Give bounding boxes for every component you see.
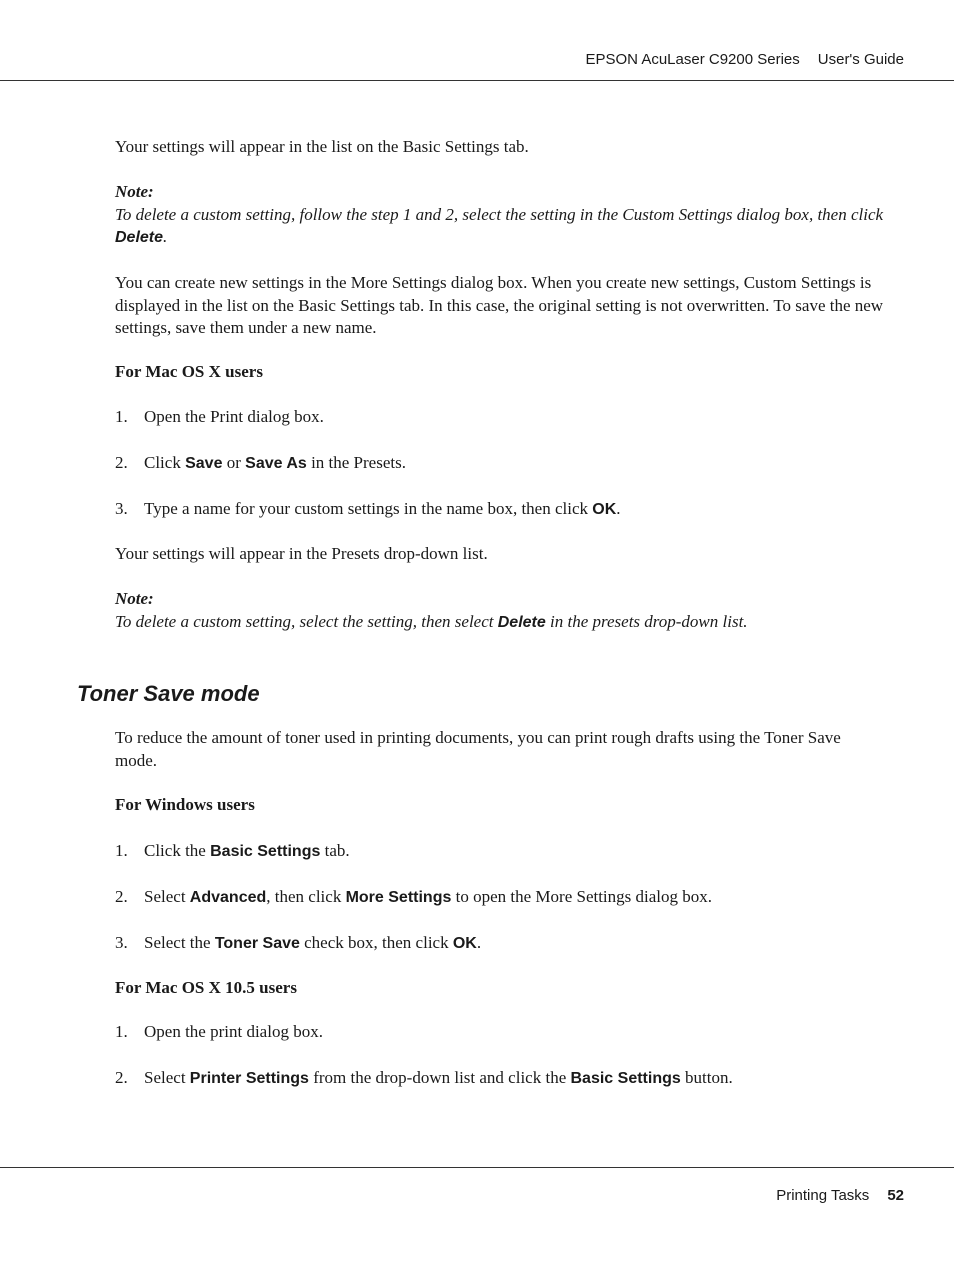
running-footer: [776, 1187, 904, 1204]
subheading-mac-os-x-10-5: For Mac OS X 10.5 users: [115, 978, 297, 997]
note-1-ui-delete: Delete: [115, 229, 164, 246]
footer-chapter: Printing Tasks: [776, 1187, 870, 1204]
header-product: EPSON AcuLaser C9200 Series: [585, 51, 800, 68]
section-title: Toner Save mode: [77, 681, 260, 706]
win-step-2: 2. Select Advanced, then click More Settings to open the More Settings dialog box.: [115, 887, 713, 906]
ui-save-as: Save As: [245, 455, 307, 472]
ui-ok-windows: OK: [452, 935, 477, 952]
note-2-body: To delete a custom setting, select the setting, then select Delete in the presets drop-down list.: [115, 611, 748, 631]
note-2: [115, 588, 885, 634]
paragraph-presets: Your settings will appear in the Presets drop-down list.: [115, 544, 488, 563]
ui-toner-save: Toner Save: [214, 935, 300, 952]
ui-advanced: Advanced: [189, 889, 267, 906]
mac-step-2: 2. Click Save or Save As in the Presets.: [115, 453, 406, 472]
win-step-3: 3. Select the Toner Save check box, then click OK.: [115, 933, 482, 952]
header-guide: User's Guide: [817, 51, 904, 68]
mac-step-3: 3. Type a name for your custom settings in the name box, then click OK.: [115, 499, 621, 518]
subheading-windows: For Windows users: [115, 795, 255, 814]
note-1: [115, 181, 885, 250]
ui-more-settings: More Settings: [345, 889, 452, 906]
note-1-heading: Note:: [115, 182, 154, 201]
header-rule: [0, 80, 954, 81]
mac105-step-1: 1. Open the print dialog box.: [115, 1022, 323, 1041]
paragraph-basic-settings: Your settings will appear in the list on the Basic Settings tab.: [115, 137, 529, 156]
ui-basic-settings-button: Basic Settings: [570, 1070, 681, 1087]
subheading-mac-os-x: For Mac OS X users: [115, 362, 263, 381]
ui-ok: OK: [592, 501, 617, 518]
win-step-1: 1. Click the Basic Settings tab.: [115, 841, 350, 860]
ui-basic-settings: Basic Settings: [210, 843, 321, 860]
mac105-step-2: 2. Select Printer Settings from the drop-down list and click the Basic Settings button.: [115, 1068, 733, 1087]
mac-step-1: 1. Open the Print dialog box.: [115, 407, 324, 426]
ui-save: Save: [185, 455, 223, 472]
paragraph-toner-save: To reduce the amount of toner used in printing documents, you can print rough drafts using the Toner Save mode.: [115, 728, 841, 770]
note-2-heading: Note:: [115, 589, 154, 608]
running-header: [585, 51, 904, 68]
page-number: 52: [887, 1187, 904, 1204]
note-2-ui-delete: Delete: [497, 613, 546, 631]
footer-rule: [0, 1167, 954, 1168]
ui-printer-settings: Printer Settings: [189, 1070, 309, 1087]
note-1-body: To delete a custom setting, follow the step 1 and 2, select the setting in the Custom Settings dialog box, then click Delete.: [115, 204, 884, 246]
paragraph-more-settings: You can create new settings in the More Settings dialog box. When you create new settings, Custom Settings is displayed in the list on the Basic Settings tab. In this case, the original setting is not overwritten. To save the new settings, save them under a new name.: [115, 273, 884, 337]
